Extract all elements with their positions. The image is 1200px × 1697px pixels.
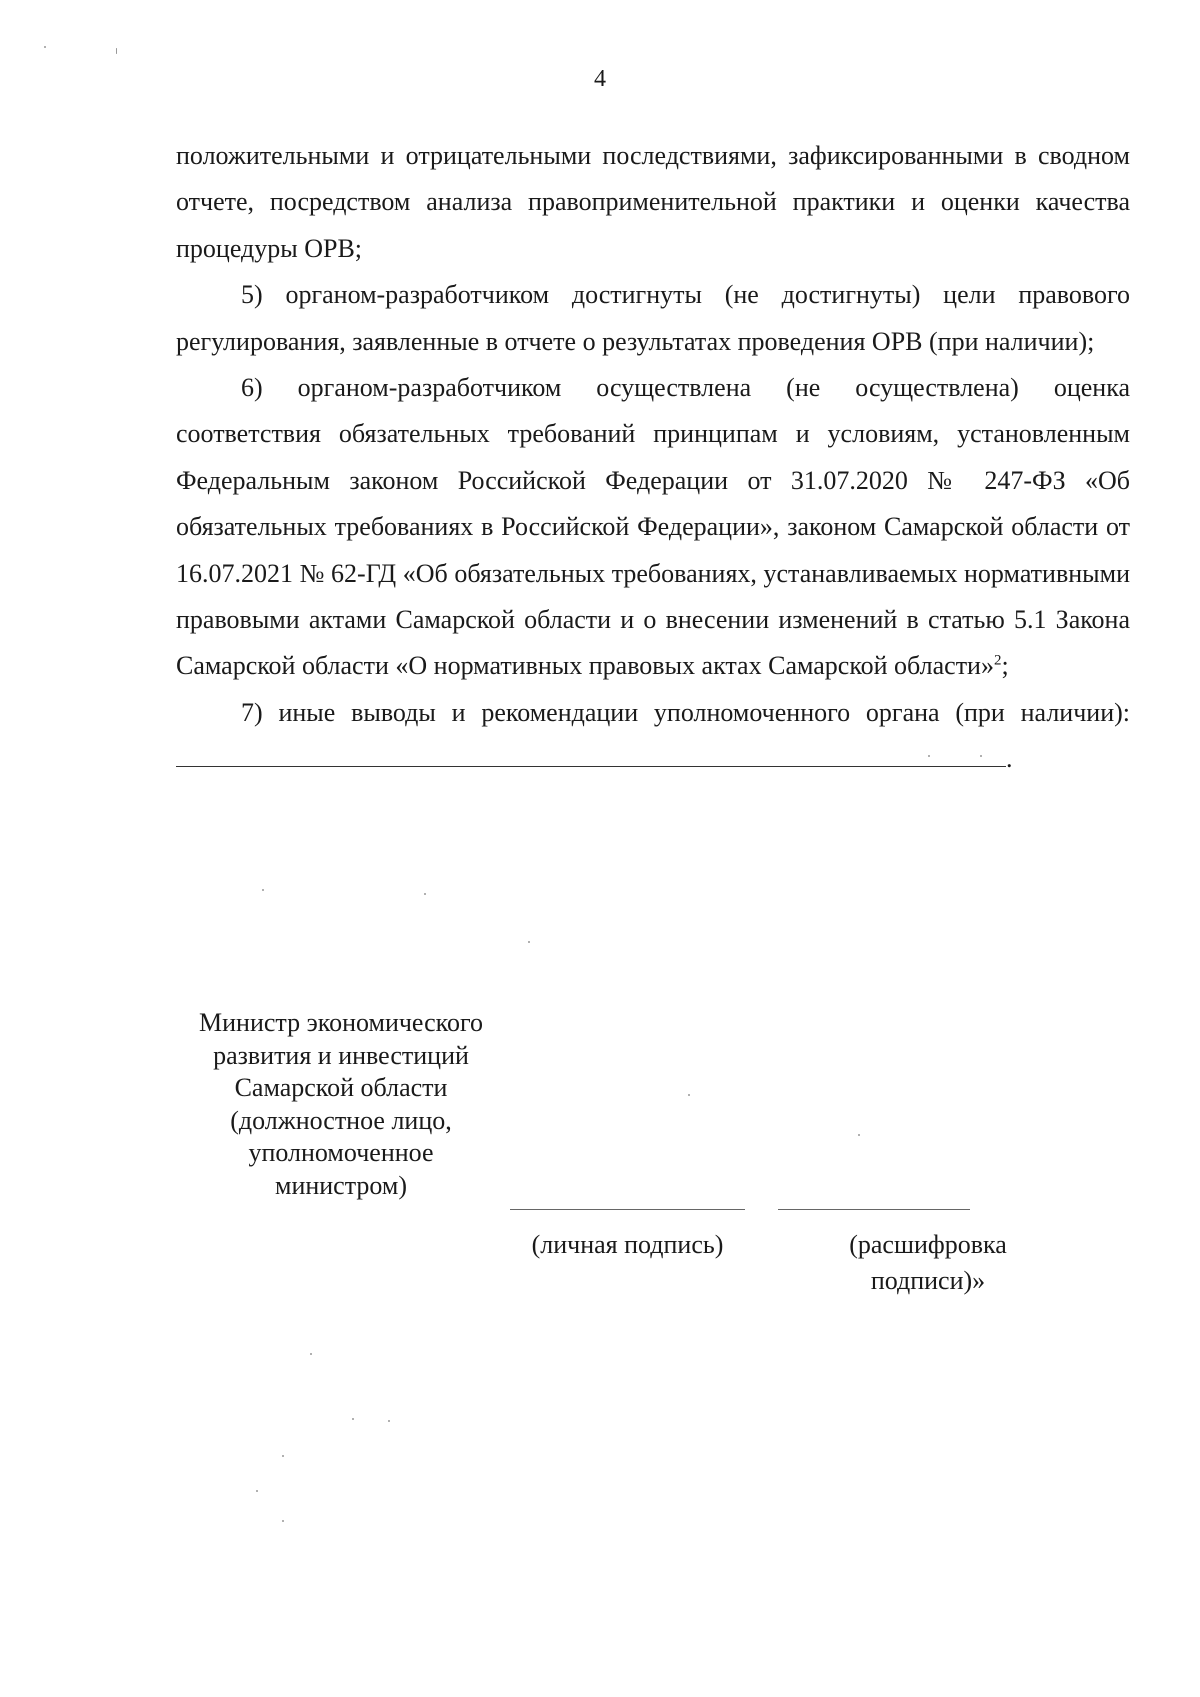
signature-decode-label-line2: подписи)»: [870, 1266, 986, 1295]
paragraph-item-7-end: .: [1006, 744, 1013, 774]
scan-speck: [688, 1094, 690, 1096]
scan-speck: [858, 1134, 860, 1136]
signer-line: уполномоченное: [248, 1138, 434, 1168]
paragraph-continuation: положительными и отрицательными последствиями, зафиксированными в сводном отчете, посредством анализа правоприменительной практики и оценки качества процедуры ОРВ;: [176, 141, 1130, 263]
signature-decode-label-line1: (расшифровка: [849, 1230, 1007, 1259]
signer-line: (должностное лицо,: [230, 1105, 452, 1135]
scan-speck: [352, 1418, 354, 1420]
signer-line: Министр экономического: [199, 1008, 483, 1037]
paragraph-item-6-end: ;: [1001, 651, 1009, 681]
fill-in-blank-line: [176, 744, 1006, 767]
scan-speck: [256, 1490, 258, 1492]
scan-speck: [980, 755, 982, 757]
footnote-ref: 2: [993, 652, 1002, 669]
scan-speck: [282, 1455, 284, 1457]
signer-block: [176, 1007, 506, 1203]
scan-speck: [424, 893, 426, 895]
signature-decode-caption: [828, 1227, 1028, 1299]
page-number: 4: [594, 66, 606, 92]
signer-line: Самарской области: [234, 1073, 448, 1103]
personal-signature-label: (личная подпись): [531, 1230, 724, 1259]
paragraph-item-5: 5) органом-разработчиком достигнуты (не достигнуты) цели правового регулирования, заявленные в отчете о результатах проведения ОРВ (при наличии);: [176, 280, 1130, 356]
signer-line: развития и инвестиций: [213, 1040, 469, 1070]
signer-line: министром): [274, 1170, 408, 1200]
paragraph-item-6: [176, 365, 1130, 690]
personal-signature-caption: [505, 1227, 750, 1263]
scan-speck: [262, 889, 264, 891]
signature-decode-line: [778, 1209, 970, 1210]
scan-speck: [116, 48, 117, 54]
personal-signature-line: [510, 1209, 745, 1210]
scan-speck: [528, 941, 530, 943]
scan-speck: [928, 755, 930, 757]
scan-speck: [282, 1520, 284, 1522]
document-body: [176, 133, 1130, 783]
scan-speck: [44, 46, 46, 48]
paragraph-item-6-text: 6) органом-разработчиком осуществлена (не осуществлена) оценка соответствия обязательных требований принципам и условиям, установленным Федеральным законом Российской Федерации от 31.07.2020 № 247-ФЗ «Об обязательных требованиях в Российской Федерации», законом Самарской области от 16.07.2021 № 62-ГД «Об обязательных требованиях, устанавливаемых нормативными правовыми актами Самарской области и о внесении изменений в статью 5.1 Закона Самарской области «О нормативных правовых актах Самарской области»: [176, 373, 1130, 681]
paragraph-item-7: [176, 690, 1130, 783]
scan-speck: [388, 1420, 390, 1422]
scan-speck: [310, 1353, 312, 1355]
paragraph-item-7-text: 7) иные выводы и рекомендации уполномоченного органа (при наличии):: [241, 697, 1130, 727]
